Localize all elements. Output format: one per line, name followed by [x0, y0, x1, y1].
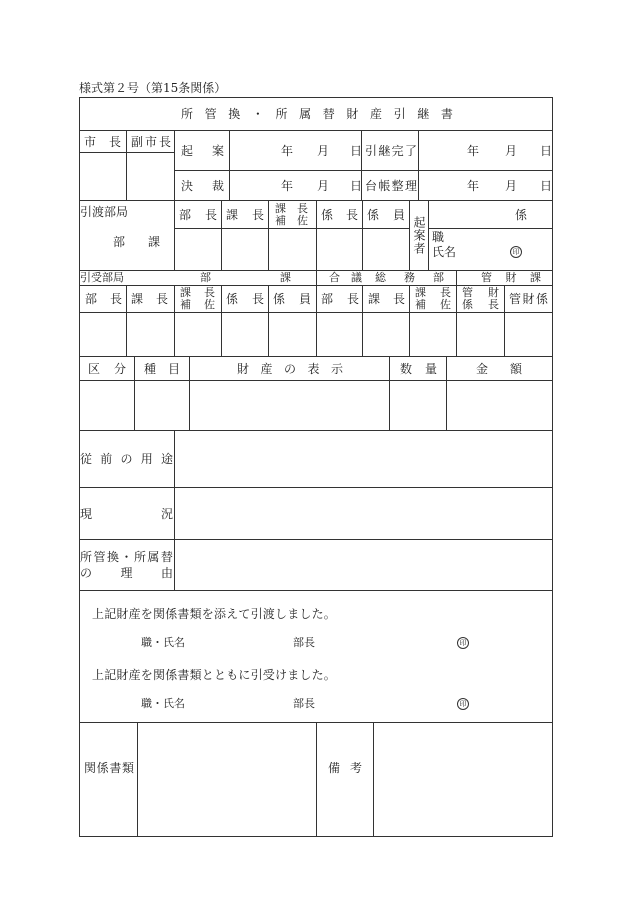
- transferring-header-cell: [362, 200, 410, 229]
- draft-label-cell: [174, 130, 230, 171]
- property-header-cell: [446, 356, 553, 381]
- form-number: 様式第２号（第15条関係）: [79, 81, 227, 95]
- property-section-label: 管 財 課: [481, 271, 541, 284]
- property-value-cell: [446, 380, 553, 431]
- stamp-cell: [174, 312, 222, 357]
- property-header-cell: [389, 356, 447, 381]
- receiving-dept-label: 引受部局: [80, 271, 124, 284]
- property-section-header-cell: [456, 285, 505, 313]
- date-year: 年: [467, 178, 480, 193]
- stamp-cell: [316, 228, 363, 271]
- vice-mayor-label: 副 市 長: [131, 134, 171, 149]
- name-label: 氏名: [432, 245, 457, 259]
- consultation-header-cell: [362, 285, 410, 313]
- position-label: 職: [432, 230, 445, 244]
- receiving-header-cell: [126, 285, 175, 313]
- handover-position-name-label: 職・氏名: [141, 636, 185, 649]
- stamp-cell: [316, 312, 363, 357]
- date-day: 日: [350, 178, 363, 193]
- drafter-label-cell: [409, 200, 429, 271]
- date-year: 年: [281, 143, 294, 158]
- clerk-unit-label: 係: [515, 207, 528, 222]
- date-month: 月: [505, 143, 518, 158]
- receive-position-name-label: 職・氏名: [141, 697, 185, 710]
- transferring-dept-label: 引渡部局: [80, 205, 129, 219]
- form-title: 所 管 換 ・ 所 属 替 財 産 引 継 書: [181, 107, 453, 121]
- property-header-cell: [79, 356, 135, 381]
- column-header: 係 長: [226, 292, 264, 306]
- stamp-cell: [126, 312, 175, 357]
- receive-statement: 上記財産を関係書類とともに引受けました。: [92, 668, 337, 682]
- receiving-dept-cell: [79, 270, 317, 286]
- mayor-label: 市 長: [84, 134, 121, 149]
- property-description-header: 財 産 の 表 示: [237, 361, 343, 376]
- seal-icon: 印: [510, 246, 522, 258]
- ledger-date-cell: [418, 170, 553, 201]
- vice-mayor-header-cell: [126, 130, 175, 153]
- receiving-header-cell: [221, 285, 269, 313]
- drafter-name-cell: [428, 228, 553, 271]
- column-header: 係 員: [273, 292, 311, 306]
- transferring-header-cell: [316, 200, 363, 229]
- column-header: 係 長: [321, 207, 358, 222]
- handover-director-label: 部長: [293, 636, 315, 649]
- remarks-label-cell: [316, 722, 374, 837]
- date-month: 月: [505, 178, 518, 193]
- stamp-cell: [268, 228, 317, 271]
- property-value-cell: [134, 380, 190, 431]
- vice-mayor-stamp-cell: [126, 152, 175, 201]
- property-value-cell: [189, 380, 390, 431]
- category-header: 区 分: [88, 361, 126, 376]
- drafter-label: 起案者: [412, 216, 426, 255]
- stamp-cell: [221, 228, 269, 271]
- seal-icon: 印: [457, 698, 469, 710]
- consultation-label: 合 議: [329, 271, 362, 284]
- stamp-cell: [362, 312, 410, 357]
- remarks-value-cell: [373, 722, 553, 837]
- column-header-line1: 管 財: [462, 286, 499, 299]
- property-value-cell: [79, 380, 135, 431]
- stamp-cell: [409, 312, 457, 357]
- ledger-update-label: 台 帳 整 理: [365, 178, 417, 193]
- column-header: 係 員: [367, 207, 405, 222]
- column-header-line1: 課 長: [415, 286, 451, 299]
- quantity-header: 数 量: [400, 361, 437, 376]
- consultation-header-cell: [409, 285, 457, 313]
- stamp-cell: [362, 228, 410, 271]
- stamp-cell: [79, 312, 127, 357]
- mayor-header-cell: [79, 130, 127, 153]
- remarks-label: 備 考: [328, 761, 362, 775]
- decision-date-cell: [229, 170, 362, 201]
- related-documents-value-cell: [137, 722, 317, 837]
- column-header-line2: 補 佐: [415, 298, 451, 311]
- related-documents-label: 関 係 書 類: [84, 761, 134, 775]
- property-header-cell: [134, 356, 190, 381]
- reason-label-cell: [79, 539, 175, 591]
- column-header-line1: 課 長: [275, 202, 308, 215]
- column-header-line2: 補 佐: [180, 298, 215, 311]
- column-header: 課 長: [131, 292, 168, 306]
- clerk-unit-cell: [428, 200, 553, 229]
- item-type-header: 種 目: [144, 361, 180, 376]
- related-documents-label-cell: [79, 722, 138, 837]
- column-header: 管 財 係: [509, 292, 548, 306]
- column-header: 部 長: [321, 292, 359, 306]
- mayor-stamp-cell: [79, 152, 127, 201]
- consultation-header-cell: [316, 285, 363, 313]
- handover-complete-label: 引 継 完 了: [365, 143, 417, 158]
- previous-use-value-cell: [174, 430, 553, 488]
- receiving-department: 部: [200, 271, 211, 284]
- receiving-header-cell: [268, 285, 317, 313]
- column-header: 課 長: [226, 207, 264, 222]
- date-year: 年: [467, 143, 480, 158]
- general-affairs-label: 総 務 部: [375, 271, 444, 284]
- draft-label: 起 案: [181, 143, 224, 158]
- handover-complete-label-cell: [361, 130, 419, 171]
- column-header: 部 長: [179, 207, 217, 222]
- column-header-line2: 係 長: [462, 298, 499, 311]
- stamp-cell: [504, 312, 553, 357]
- stamp-cell: [456, 312, 505, 357]
- transferring-department: 部: [113, 235, 126, 249]
- column-header-line2: 補 佐: [275, 214, 308, 227]
- consultation-cell: [316, 270, 457, 286]
- reason-label-line2: の 理 由: [80, 566, 173, 580]
- statement-cell: [79, 590, 553, 723]
- property-header-cell: [189, 356, 390, 381]
- reason-value-cell: [174, 539, 553, 591]
- previous-use-label-cell: [79, 430, 175, 488]
- ledger-label-cell: [361, 170, 419, 201]
- property-value-cell: [389, 380, 447, 431]
- seal-icon: 印: [457, 637, 469, 649]
- draft-date-cell: [229, 130, 362, 171]
- date-day: 日: [350, 143, 363, 158]
- column-header-line1: 課 長: [180, 286, 215, 299]
- amount-header: 金 額: [476, 361, 522, 376]
- receiving-header-cell: [174, 285, 222, 313]
- property-section-header-cell: [504, 285, 553, 313]
- stamp-cell: [174, 228, 222, 271]
- handover-statement: 上記財産を関係書類を添えて引渡しました。: [92, 607, 337, 621]
- transferring-header-cell: [268, 200, 317, 229]
- decision-label: 決 裁: [181, 178, 224, 193]
- date-month: 月: [317, 143, 330, 158]
- date-day: 日: [540, 143, 553, 158]
- stamp-cell: [221, 312, 269, 357]
- current-status-value-cell: [174, 487, 553, 540]
- reason-label-line1: 所 管 換 ・ 所 属 替: [80, 550, 173, 564]
- property-section-cell: [456, 270, 553, 286]
- receive-director-label: 部長: [293, 697, 315, 710]
- current-status-label: 現 況: [80, 506, 173, 521]
- decision-label-cell: [174, 170, 230, 201]
- transferring-header-cell: [174, 200, 222, 229]
- current-status-label-cell: [79, 487, 175, 540]
- receiving-header-cell: [79, 285, 127, 313]
- transferring-section: 課: [148, 235, 161, 249]
- handover-complete-date-cell: [418, 130, 553, 171]
- stamp-cell: [268, 312, 317, 357]
- transferring-dept-cell: [79, 200, 175, 271]
- column-header: 部 長: [85, 292, 122, 306]
- column-header: 課 長: [368, 292, 405, 306]
- previous-use-label: 従 前 の 用 途: [80, 452, 173, 466]
- title-cell: [79, 97, 553, 131]
- date-year: 年: [281, 178, 294, 193]
- transferring-header-cell: [221, 200, 269, 229]
- date-day: 日: [540, 178, 553, 193]
- date-month: 月: [317, 178, 330, 193]
- receiving-section: 課: [280, 271, 291, 284]
